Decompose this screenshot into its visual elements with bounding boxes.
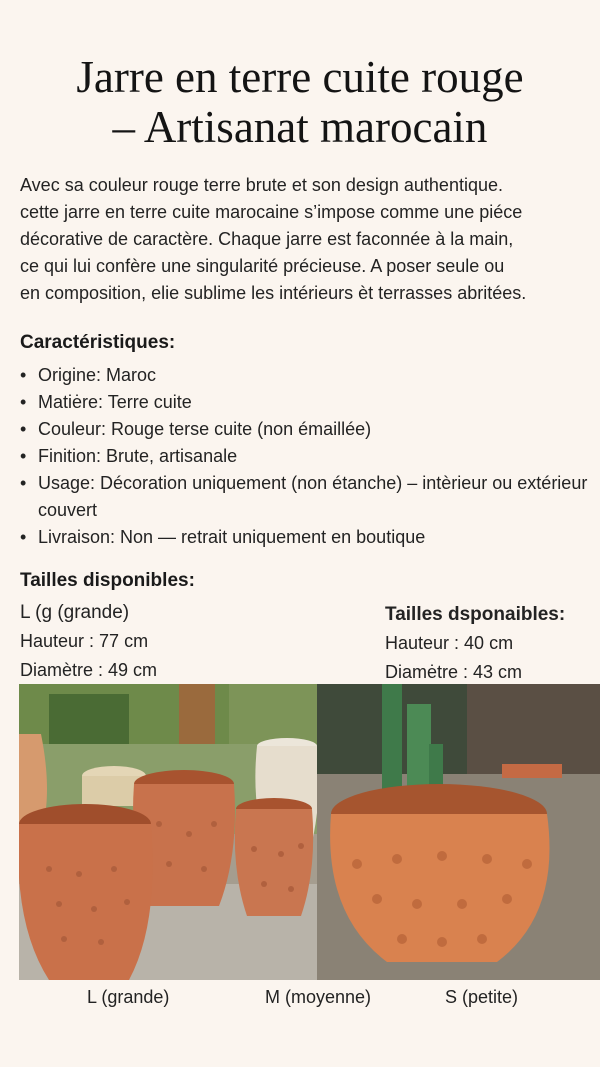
size-large-label: L (g (grande) bbox=[20, 602, 130, 623]
size-large-height: Hauteur : 77 cm bbox=[20, 631, 149, 651]
intro-line: ce qui lui confère une singularité précieuse. A poser seule ou bbox=[20, 256, 505, 276]
features-heading: Caractéristiques: bbox=[20, 332, 176, 353]
intro-line: décorative de caractère. Chaque jarre est faconnée à la main, bbox=[20, 229, 514, 249]
sizes-heading: Tailles disponibles: bbox=[20, 570, 195, 591]
intro-line: cette jarre en terre cuite marocaine s’impose comme une piéce bbox=[20, 202, 523, 222]
intro-paragraph bbox=[20, 172, 600, 307]
feature-item: • Usage: Décoration uniquement (non étanche) – intèrieur ou extérieur couvert bbox=[20, 470, 595, 524]
size-small-height: Hauteur : 40 cm bbox=[385, 633, 514, 653]
photo-small-pot bbox=[317, 684, 600, 980]
page-title bbox=[0, 52, 600, 152]
size-large-diameter: Diamètre : 49 cm bbox=[20, 660, 158, 680]
title-line-1: Jarre en terre cuite rouge bbox=[76, 52, 524, 102]
size-small-info bbox=[385, 600, 565, 687]
size-large-info bbox=[20, 598, 157, 685]
caption-medium: M (moyenne) bbox=[265, 987, 372, 1007]
caption-small: S (petite) bbox=[445, 987, 519, 1007]
feature-item: • Couleur: Rouge terse cuite (non émaillée) bbox=[20, 416, 595, 443]
photo-large-medium-pots bbox=[19, 684, 317, 980]
features-list bbox=[20, 362, 595, 551]
feature-item: • Matiėre: Terre cuite bbox=[20, 389, 595, 416]
feature-item: • Origine: Maroc bbox=[20, 362, 595, 389]
caption-large: L (grande) bbox=[87, 987, 170, 1007]
size-small-diameter: Diamėtre : 43 cm bbox=[385, 662, 523, 682]
feature-item: • Finition: Brute, artisanale bbox=[20, 443, 595, 470]
feature-item: • Livraison: Non — retrait uniquement en boutique bbox=[20, 524, 595, 551]
intro-line: Avec sa couleur rouge terre brute et son design authentique. bbox=[20, 175, 503, 195]
size-small-heading: Tailles dsponaibles: bbox=[385, 604, 566, 625]
title-line-2: – Artisanat marocain bbox=[112, 102, 488, 152]
intro-line: en composition, elie sublime les intérieurs èt terrasses abritées. bbox=[20, 283, 527, 303]
